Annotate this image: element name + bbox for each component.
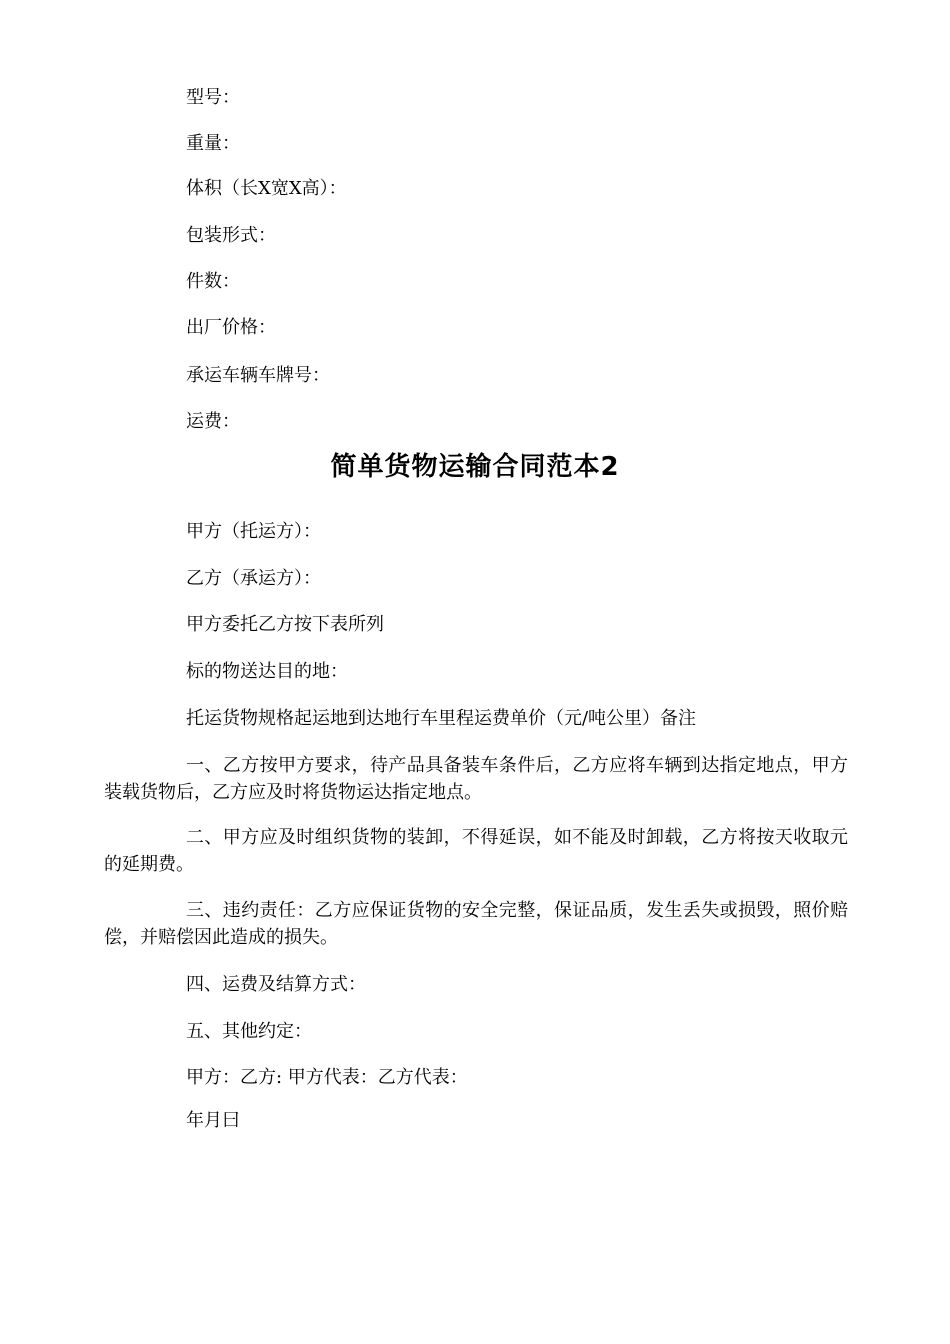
field-vehicle-plate: 承运车辆车牌号： (186, 365, 330, 386)
field-weight: 重量： (186, 133, 240, 154)
clause-3: 三、违约责任：乙方应保证货物的安全完整，保证品质，发生丢失或损毁，照价赔偿，并赔偿因此造成的损失。 (104, 900, 848, 948)
clause-1: 一、乙方按甲方要求，待产品具备装车条件后，乙方应将车辆到达指定地点，甲方装载货物后，乙方应及时将货物运达指定地点。 (104, 755, 848, 803)
field-quantity: 件数： (186, 271, 240, 292)
field-factory-price: 出厂价格： (186, 317, 276, 338)
party-b-label: 乙方（承运方）： (186, 568, 321, 589)
section-4-heading: 四、运费及结算方式： (186, 974, 366, 995)
date-line: 年月曰 (186, 1110, 240, 1131)
field-packaging: 包装形式： (186, 225, 276, 246)
document-title: 简单货物运输合同范本2 (330, 452, 620, 482)
party-a-label: 甲方（托运方）： (186, 521, 321, 542)
field-model: 型号： (186, 87, 240, 108)
intro-line-2: 标的物送达目的地： (186, 661, 348, 682)
intro-line-1: 甲方委托乙方按下表所列 (186, 614, 384, 635)
section-5-heading: 五、其他约定： (186, 1021, 312, 1042)
table-header-line: 托运货物规格起运地到达地行车里程运费单价（元/吨公里）备注 (186, 708, 697, 729)
clause-2: 二、甲方应及时组织货物的装卸，不得延误，如不能及时卸载，乙方将按天收取元的延期费。 (104, 827, 848, 875)
signature-line: 甲方：乙方: 甲方代表：乙方代表： (186, 1067, 468, 1088)
field-freight: 运费： (186, 411, 240, 432)
field-volume: 体积（长X宽X高）： (186, 178, 347, 199)
